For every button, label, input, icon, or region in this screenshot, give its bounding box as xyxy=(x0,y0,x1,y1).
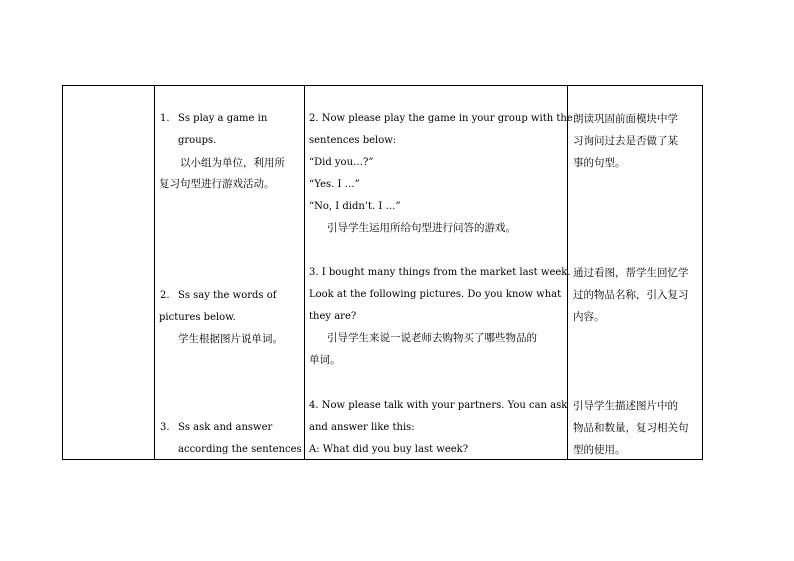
item2-line1: Ss say the words of xyxy=(178,290,277,301)
item1-number: 1. xyxy=(160,113,170,124)
n3-line1: 引导学生描述图片中的 xyxy=(573,400,678,412)
p2-zh1: 引导学生来说一说老师去购物买了哪些物品的 xyxy=(327,332,537,344)
n1-line2: 习询问过去是否做了某 xyxy=(573,135,678,147)
column-divider-2 xyxy=(304,86,305,459)
item1-zh2: 复习句型进行游戏活动。 xyxy=(159,178,275,190)
p1-line1: 2. Now please play the game in your group with the xyxy=(309,113,573,124)
item1-line2: groups. xyxy=(178,135,217,146)
n2-line3: 内容。 xyxy=(573,311,605,323)
item2-line2: pictures below. xyxy=(159,312,236,323)
p3-line1: 4. Now please talk with your partners. You can ask xyxy=(309,400,568,411)
p2-line2: Look at the following pictures. Do you know what xyxy=(309,289,562,300)
n1-line3: 事的句型。 xyxy=(573,157,626,169)
p1-line4: “Yes. I …” xyxy=(309,179,360,190)
p1-line5: “No, I didn’t. I …” xyxy=(309,201,401,212)
item1-zh1: 以小组为单位，利用所 xyxy=(180,157,285,169)
column-divider-1 xyxy=(154,86,155,459)
p1-zh1: 引导学生运用所给句型进行问答的游戏。 xyxy=(327,222,516,234)
n2-line2: 过的物品名称，引入复习 xyxy=(573,289,689,301)
item2-zh1: 学生根据图片说单词。 xyxy=(178,333,283,345)
item3-line1: Ss ask and answer xyxy=(178,422,273,433)
n2-line1: 通过看图，帮学生回忆学 xyxy=(573,267,689,279)
p3-line3: A: What did you buy last week? xyxy=(309,444,469,455)
p3-line2: and answer like this: xyxy=(309,422,415,433)
n1-line1: 朗读巩固前面模块中学 xyxy=(573,113,678,125)
p1-line2: sentences below: xyxy=(309,135,397,146)
p1-line3: “Did you…?” xyxy=(309,157,374,168)
p2-zh2: 单词。 xyxy=(309,354,341,366)
n3-line3: 型的使用。 xyxy=(573,444,626,456)
item2-number: 2. xyxy=(160,290,170,301)
item1-line1: Ss play a game in xyxy=(178,113,268,124)
n3-line2: 物品和数量，复习相关句 xyxy=(573,422,689,434)
p2-line1: 3. I bought many things from the market last week. xyxy=(309,267,571,278)
item3-line2: according the sentences xyxy=(178,444,302,455)
p2-line3: they are? xyxy=(309,311,357,322)
item3-number: 3. xyxy=(160,422,170,433)
